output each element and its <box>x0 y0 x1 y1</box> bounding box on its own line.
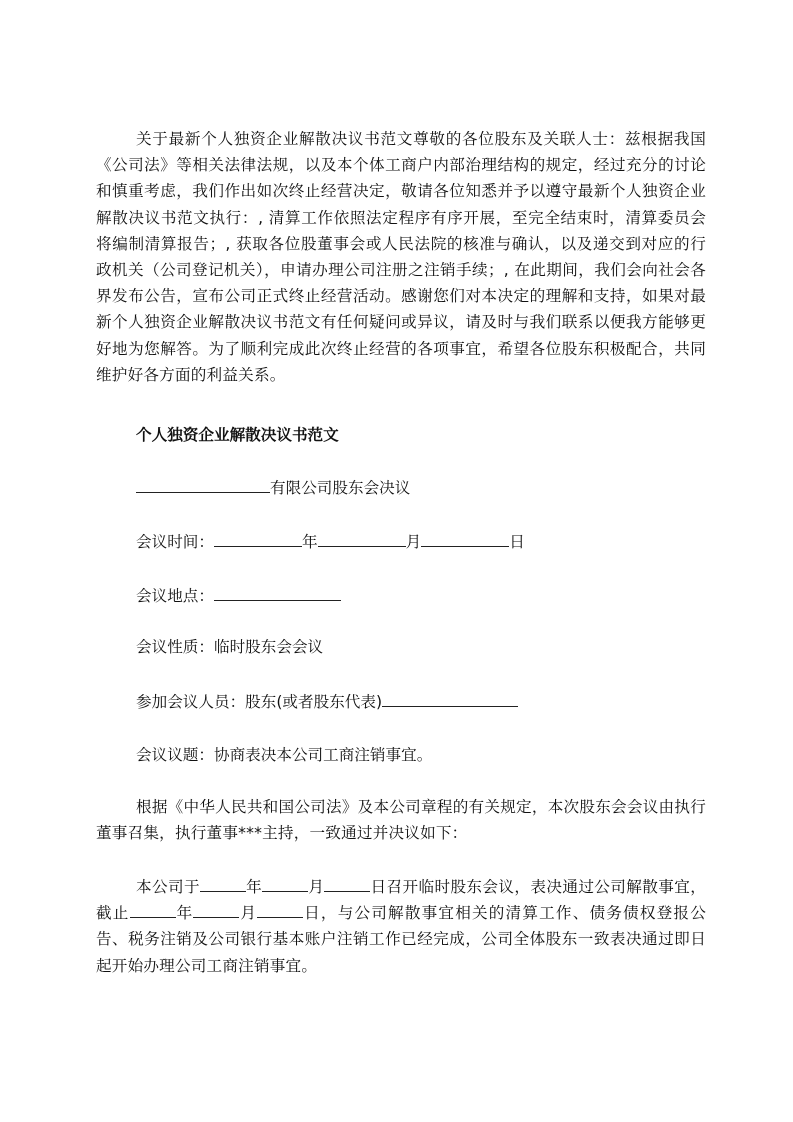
meeting-topic: 会议议题：协商表决本公司工商注销事宜。 <box>136 746 433 764</box>
company-suffix: 有限公司股东会决议 <box>270 479 411 497</box>
company-name-blank[interactable] <box>136 476 270 493</box>
resolution-month-blank[interactable] <box>262 875 308 892</box>
meeting-place-row <box>136 584 341 607</box>
resolution-text: 日召开临时股东会议，表决通过公司解散事宜，截止 <box>96 878 707 923</box>
meeting-time-label: 会议时间： <box>136 533 214 551</box>
meeting-place-label: 会议地点： <box>136 587 214 605</box>
resolution-day-blank[interactable] <box>324 875 370 892</box>
month-label: 月 <box>405 533 422 551</box>
month-blank[interactable] <box>318 530 406 547</box>
attendees-blank[interactable] <box>382 690 518 707</box>
place-blank[interactable] <box>214 584 341 601</box>
day-label: 日 <box>509 533 525 551</box>
resolution-text: 年 <box>175 904 194 923</box>
day-blank[interactable] <box>421 530 509 547</box>
year-label: 年 <box>301 533 318 551</box>
attendees-label: 参加会议人员：股东(或者股东代表) <box>136 693 383 711</box>
resolution-text: 日，与公司解散事宜相关的清算工作、债务债权登报公告、税务注销及公司银行基本账户注销工作已经完成，公司全体股东一致表决通过即日起开始办理公司工商注销事宜。 <box>96 904 706 975</box>
resolution-text: 月 <box>239 904 258 923</box>
attendees-row <box>136 690 518 713</box>
deadline-month-blank[interactable] <box>193 901 239 918</box>
deadline-year-blank[interactable] <box>130 901 176 918</box>
intro-paragraph: 关于最新个人独资企业解散决议书范文尊敬的各位股东及关联人士：兹根据我国《公司法》等相关法律法规，以及本个体工商户内部治理结构的规定，经过充分的讨论和慎重考虑，我们作出如次终止经营决定，敬请各位知悉并予以遵守最新个人独资企业解散决议书范文执行：, 清算工作依照法定程序有序开展，至完全结束时，清算委员会将编制清算报告；, 获取各位股董事会或人民法院的核准与确认，以及递交到对应的行政机关（公司登记机关），申请办理公司注册之注销手续；, 在此期间，我们会向社会各界发布公告，宣布公司正式终止经营活动。感谢您们对本决定的理解和支持，如果对最新个人独资企业解散决议书范文有任何疑问或异议，请及时与我们联系以便我方能够更好地为您解答。为了顺利完成此次终止经营的各项事宜，希望各位股东积极配合，共同维护好各方面的利益关系。 <box>96 130 706 384</box>
company-resolution-title <box>136 476 410 499</box>
resolution-text: 月 <box>308 878 325 896</box>
resolution-text: 本公司于 <box>136 878 200 896</box>
year-blank[interactable] <box>214 530 302 547</box>
resolution-paragraph <box>96 874 706 979</box>
deadline-day-blank[interactable] <box>257 901 303 918</box>
basis-paragraph: 根据《中华人民共和国公司法》及本公司章程的有关规定，本次股东会会议由执行董事召集，执行董事***主持，一致通过并决议如下： <box>96 798 706 843</box>
resolution-year-blank[interactable] <box>200 875 246 892</box>
meeting-nature: 会议性质：临时股东会会议 <box>136 638 324 656</box>
resolution-text: 年 <box>245 878 263 896</box>
meeting-time-row <box>136 530 525 553</box>
document-heading: 个人独资企业解散决议书范文 <box>136 426 339 444</box>
